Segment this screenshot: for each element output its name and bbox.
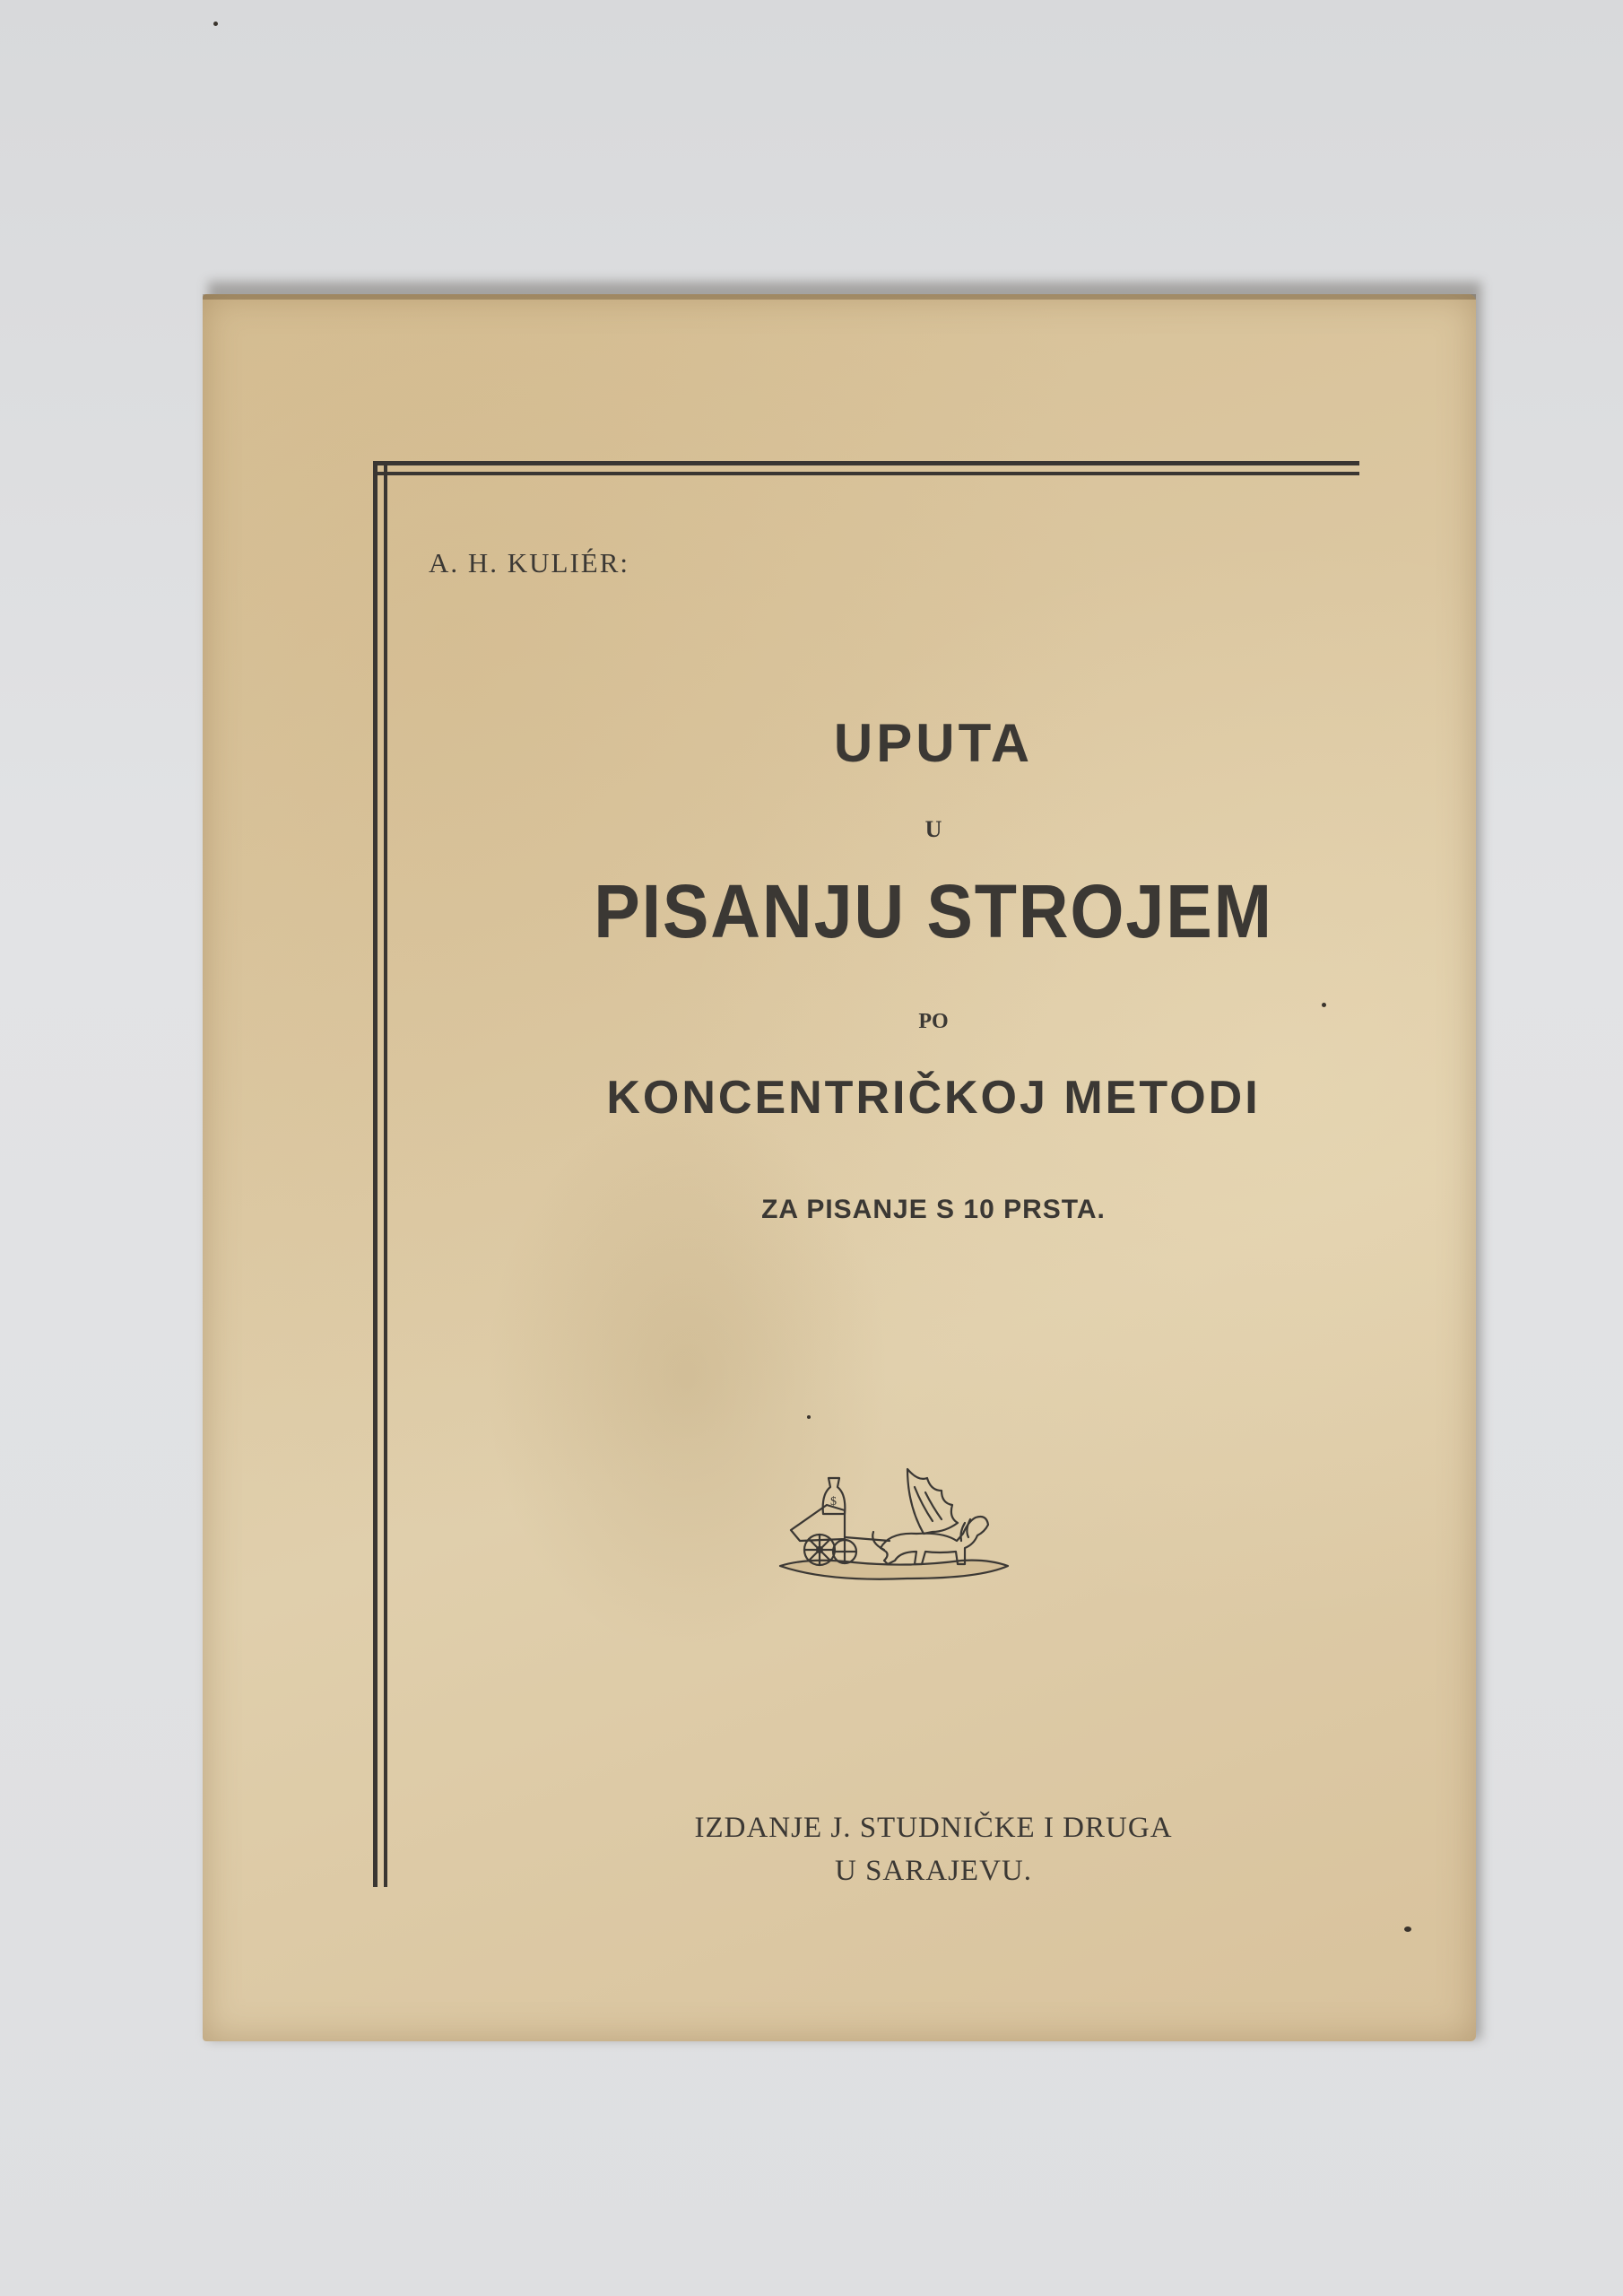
frame-top-double-rule: [373, 461, 1359, 475]
svg-text:$: $: [830, 1495, 837, 1509]
title-pisanju-strojem: PISANJU STROJEM: [594, 869, 1273, 953]
title-u: U: [924, 816, 942, 842]
paper-speck: [1404, 1926, 1411, 1932]
book-cover: [203, 294, 1476, 2041]
winged-lion-cart-emblem-icon: [773, 1451, 1013, 1595]
cover-top-edge: [203, 294, 1476, 300]
background-speck: [213, 22, 218, 26]
paper-speck: [1322, 1003, 1326, 1007]
publisher-line-2: U SARAJEVU.: [834, 1855, 1033, 1887]
frame-left-double-rule: [373, 461, 387, 1887]
title-po: PO: [918, 1010, 949, 1033]
title-uputa: UPUTA: [833, 713, 1034, 773]
author-name: A. H. KULIÉR:: [429, 547, 630, 578]
publisher-line-1: IZDANJE J. STUDNIČKE I DRUGA: [694, 1812, 1173, 1844]
paper-speck: [807, 1415, 811, 1419]
title-koncentrickoj-metodi: KONCENTRIČKOJ METODI: [606, 1072, 1261, 1124]
subtitle: ZA PISANJE S 10 PRSTA.: [761, 1195, 1106, 1224]
